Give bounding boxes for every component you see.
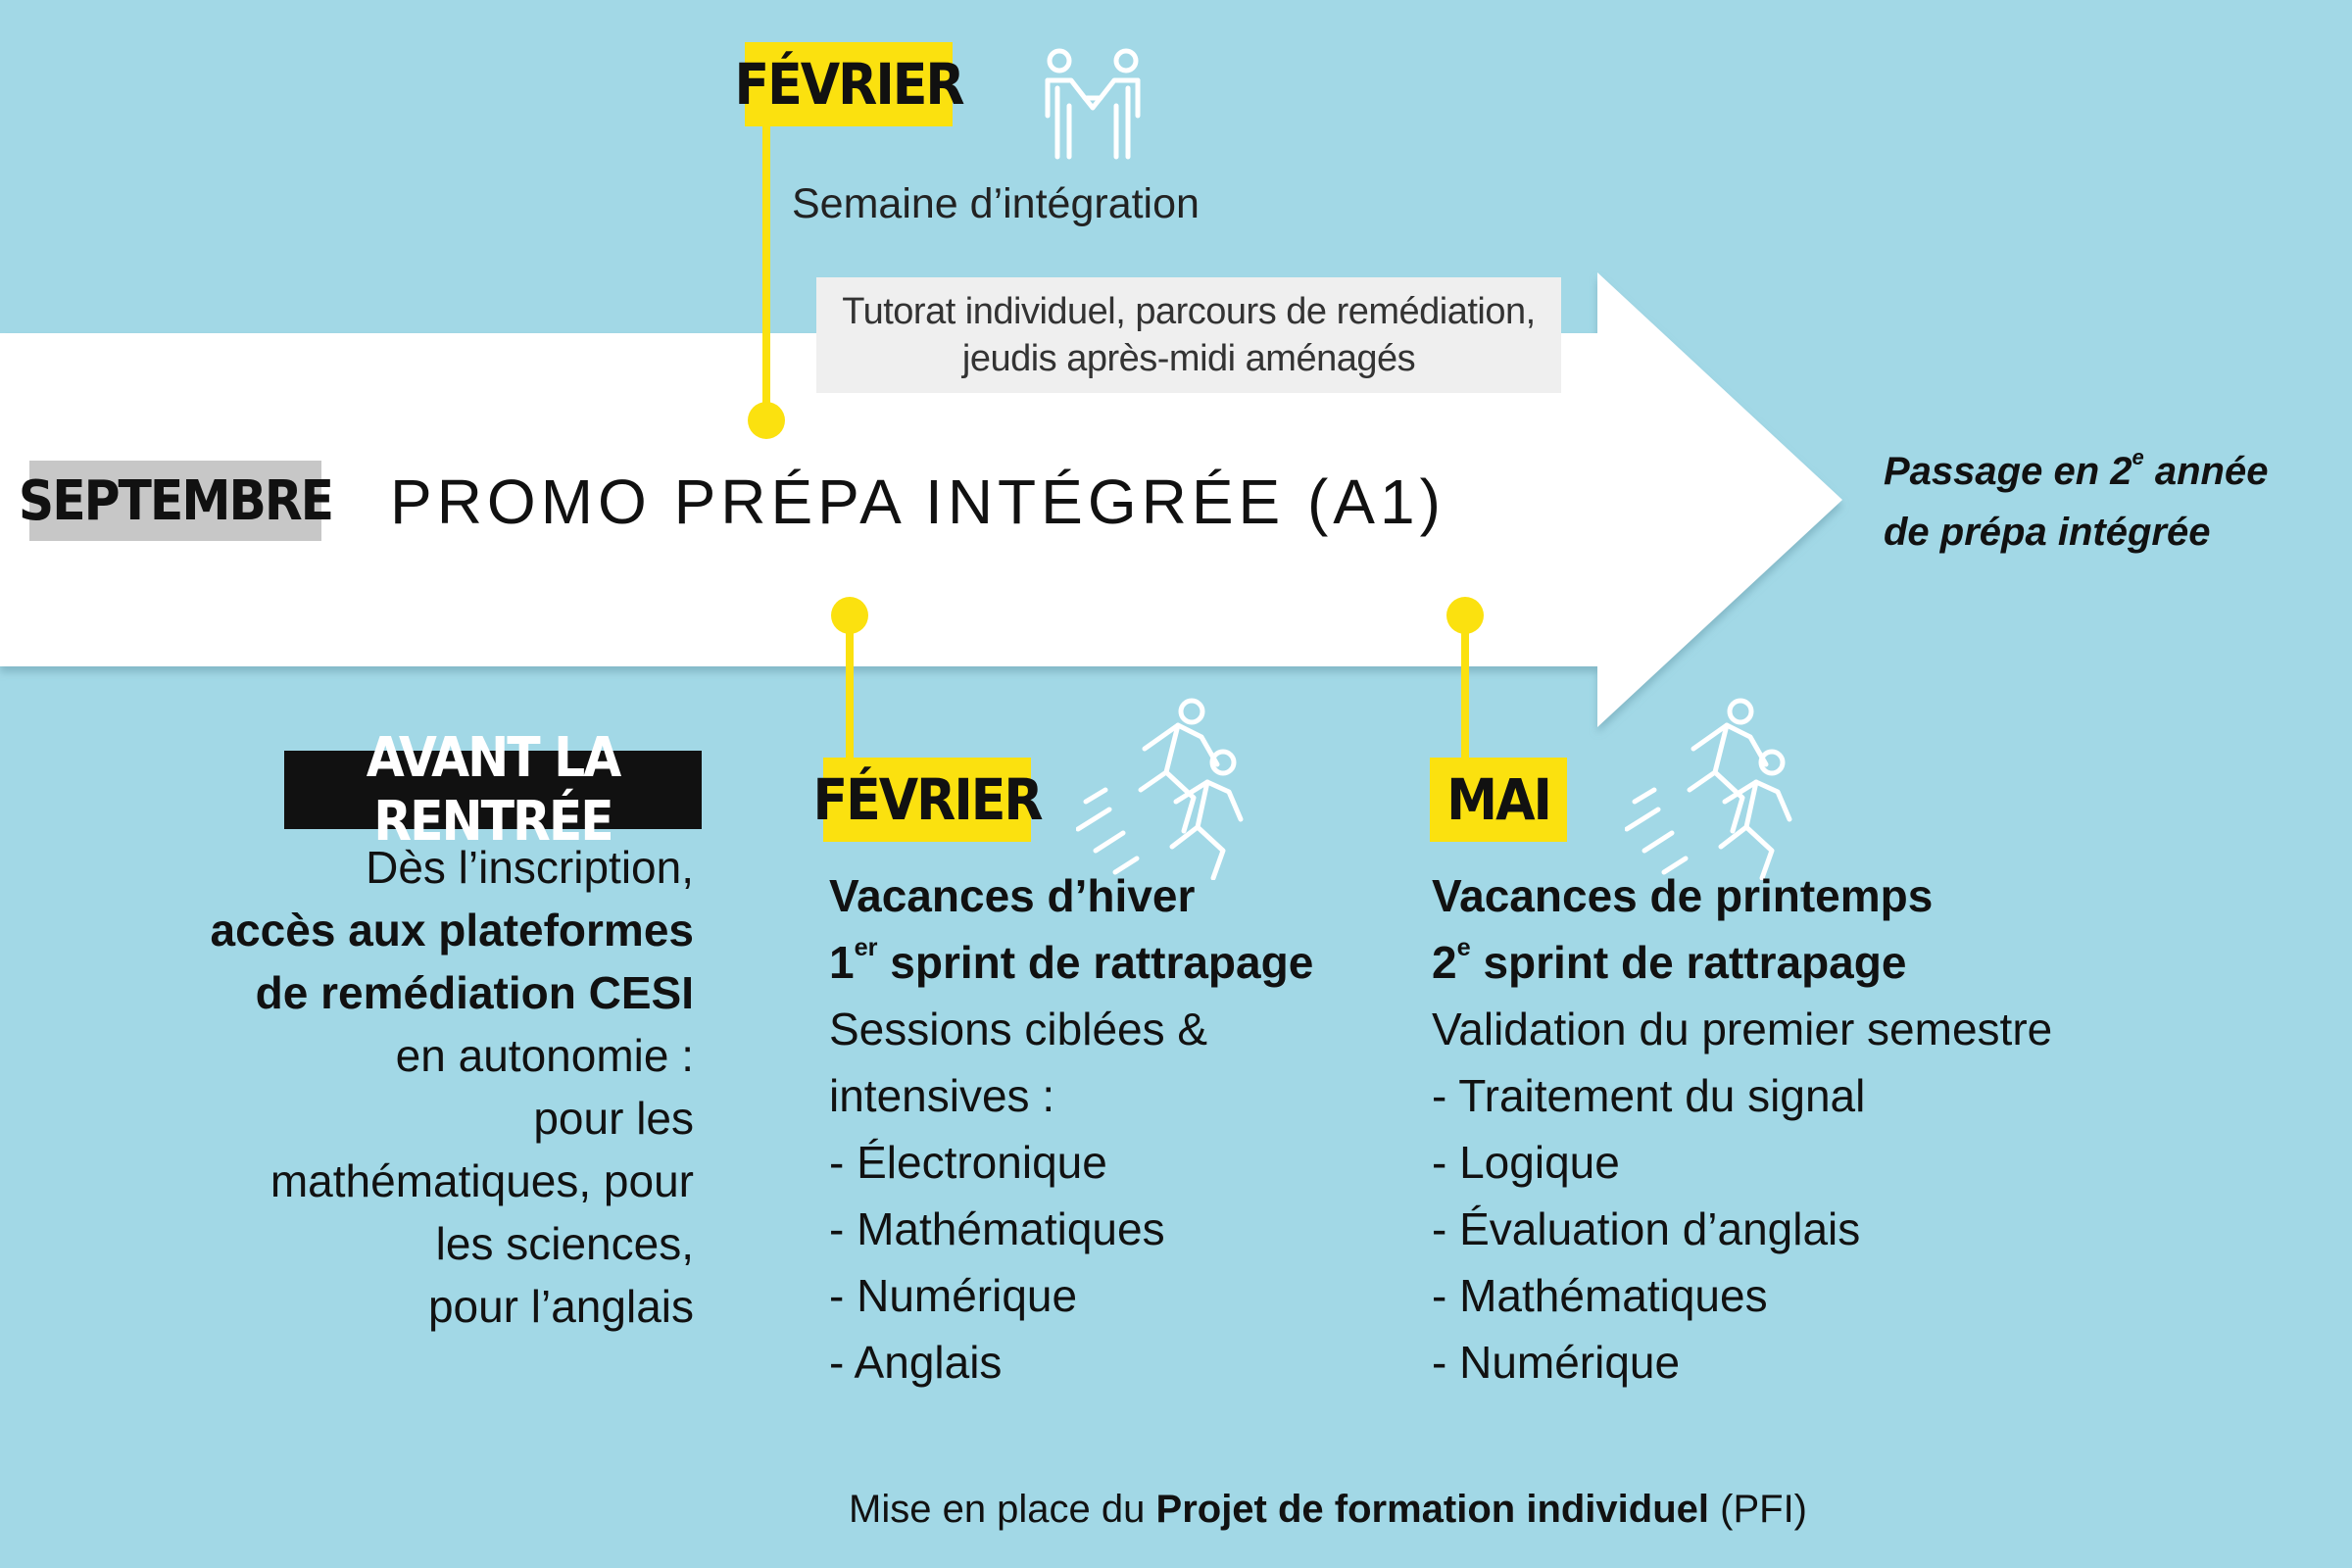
winter-line: - Électronique xyxy=(829,1137,1107,1188)
before-line: accès aux plateformes xyxy=(210,905,694,956)
top-month-tag: FÉVRIER xyxy=(745,42,953,126)
winter-month-tag: FÉVRIER xyxy=(823,758,1031,842)
end-line1 xyxy=(1884,441,2268,502)
footer-text xyxy=(849,1480,1807,1539)
winter-line: Sessions ciblées & xyxy=(829,1004,1208,1054)
tutorat-note-box xyxy=(816,277,1561,393)
before-text xyxy=(211,836,695,1338)
footer-post: (PFI) xyxy=(1709,1488,1807,1531)
spring-sprint-sup: e xyxy=(1456,934,1471,962)
spring-stem xyxy=(1461,627,1469,759)
before-line: pour l’anglais xyxy=(427,1281,694,1332)
top-dot xyxy=(748,402,785,439)
winter-line: - Numérique xyxy=(829,1270,1078,1321)
winter-stem xyxy=(846,627,854,759)
spring-line: Validation du premier semestre xyxy=(1432,1004,2053,1054)
before-line: pour les xyxy=(533,1093,694,1144)
end-line1-sup: e xyxy=(2132,445,2144,470)
spring-line: - Traitement du signal xyxy=(1432,1070,1866,1121)
spring-text xyxy=(1432,862,2052,1396)
tutorat-note-line2: jeudis après-midi aménagés xyxy=(961,338,1416,379)
runners-icon xyxy=(1625,694,1801,880)
end-line1-post: année xyxy=(2143,450,2269,493)
winter-sprint-sup: er xyxy=(854,934,878,962)
before-tag: AVANT LA RENTRÉE xyxy=(284,751,702,829)
spring-line: - Mathématiques xyxy=(1432,1270,1768,1321)
before-line: en autonomie : xyxy=(395,1030,694,1081)
winter-sprint-text: sprint de rattrapage xyxy=(877,937,1314,988)
spring-sprint xyxy=(1432,929,2052,996)
before-line: Dès l’inscription, xyxy=(366,842,694,893)
before-line: mathématiques, pour xyxy=(270,1155,694,1206)
winter-sprint-num: 1 xyxy=(829,937,855,988)
spring-month-tag: MAI xyxy=(1430,758,1567,842)
spring-line: - Évaluation d’anglais xyxy=(1432,1203,1861,1254)
footer-pre: Mise en place du xyxy=(849,1488,1156,1531)
tutorat-note-line1: Tutorat individuel, parcours de remédiation, xyxy=(842,291,1536,332)
september-tag: SEPTEMBRE xyxy=(29,461,321,541)
before-line: de remédiation CESI xyxy=(255,967,694,1018)
before-line: les sciences, xyxy=(435,1218,694,1269)
footer-bold: Projet de formation individuel xyxy=(1155,1488,1710,1531)
end-line2: de prépa intégrée xyxy=(1884,511,2211,554)
winter-text xyxy=(829,862,1313,1396)
winter-line: - Anglais xyxy=(829,1337,1003,1388)
promo-title: PROMO PRÉPA INTÉGRÉE (A1) xyxy=(390,466,1446,537)
integration-week-label: Semaine d’intégration xyxy=(792,180,1200,227)
end-line1-pre: Passage en 2 xyxy=(1884,450,2132,493)
spring-title: Vacances de printemps xyxy=(1432,870,1934,921)
runners-icon xyxy=(1076,694,1252,880)
handshake-icon xyxy=(1034,47,1152,163)
spring-sprint-num: 2 xyxy=(1432,937,1457,988)
top-stem xyxy=(762,126,770,411)
winter-title: Vacances d’hiver xyxy=(829,870,1196,921)
winter-sprint xyxy=(829,929,1313,996)
spring-line: - Numérique xyxy=(1432,1337,1681,1388)
spring-line: - Logique xyxy=(1432,1137,1620,1188)
winter-line: intensives : xyxy=(829,1070,1055,1121)
winter-line: - Mathématiques xyxy=(829,1203,1165,1254)
spring-sprint-text: sprint de rattrapage xyxy=(1470,937,1907,988)
end-text xyxy=(1884,441,2268,563)
